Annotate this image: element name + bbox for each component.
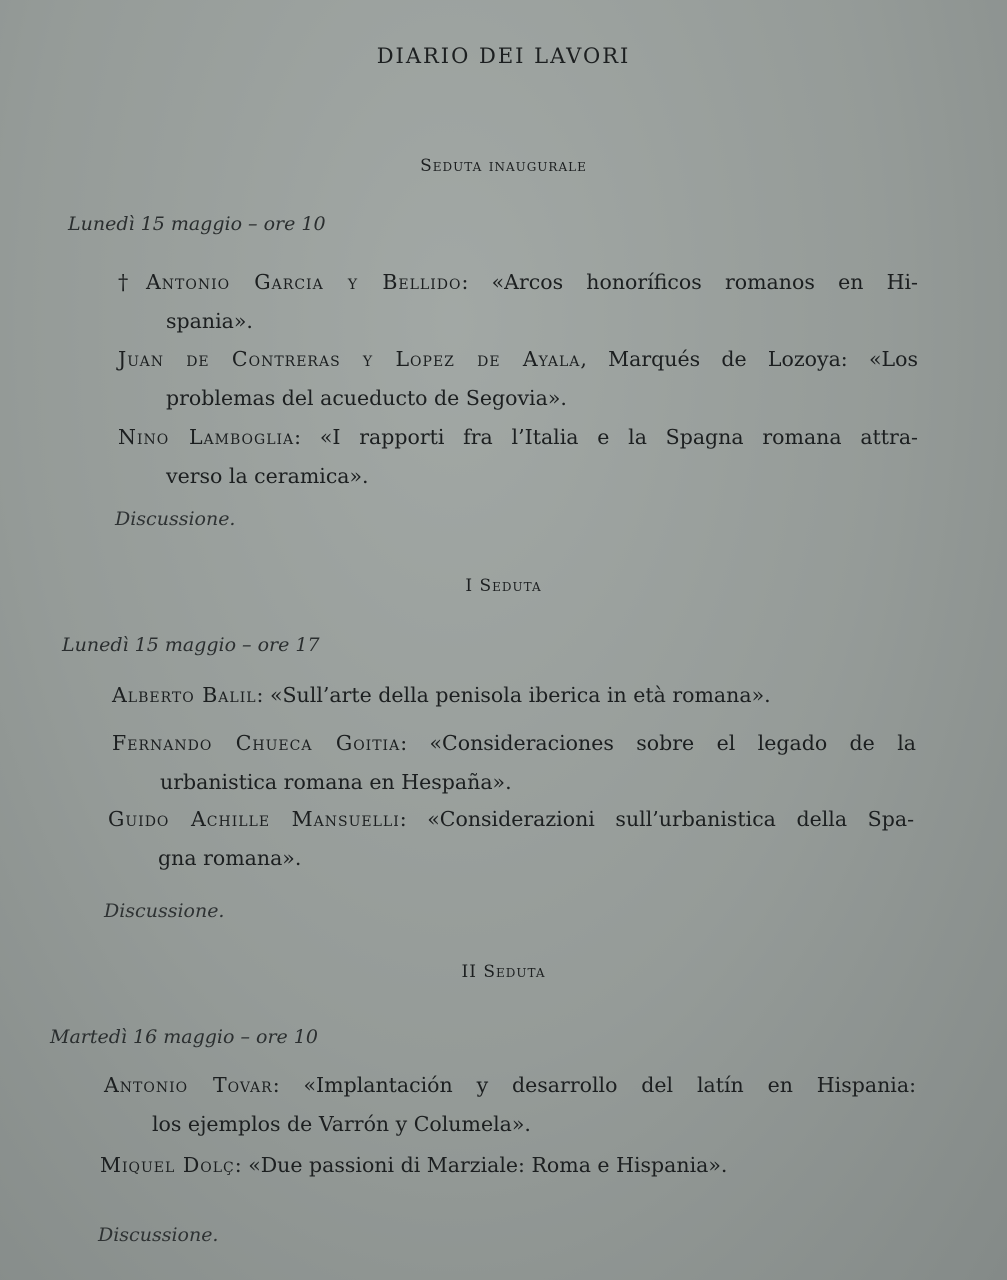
- entry-author: †Antonio Garcia y Bellido: [118, 270, 462, 294]
- entry-author: Guido Achille Mansuelli: [108, 807, 400, 831]
- entry-text: : «Due passioni di Marziale: Roma e Hispania».: [234, 1153, 728, 1177]
- entry-author: Fernando Chueca Goitia: [112, 731, 401, 755]
- entry-text-cont: spania».: [166, 309, 253, 333]
- entry-text: : «I rapporti fra l’Italia e la Spagna romana attra-: [294, 425, 918, 449]
- session-date: Martedì 16 maggio – ore 10: [50, 1026, 318, 1048]
- entry-author: Juan de Contreras y Lopez de Ayala: [118, 347, 581, 371]
- entry: [118, 340, 918, 418]
- entry-author: Nino Lamboglia: [118, 425, 295, 449]
- entry: [108, 800, 914, 878]
- entry-text-cont: urbanistica romana en Hespaña».: [160, 770, 512, 794]
- entry-text: , Marqués de Lozoya: «Los: [580, 347, 918, 371]
- page-title: DIARIO DEI LAVORI: [376, 44, 631, 68]
- entry-author: Alberto Balil: [112, 683, 257, 707]
- entry-text-cont: verso la ceramica».: [166, 464, 369, 488]
- session-date: Lunedì 15 maggio – ore 17: [62, 634, 320, 656]
- entry-text-cont: los ejemplos de Varrón y Columela».: [152, 1112, 531, 1136]
- entry-text: : «Arcos honoríficos romanos en Hi-: [461, 270, 918, 294]
- entry: [112, 676, 912, 715]
- discussion-label: Discussione.: [98, 1224, 219, 1246]
- entry: [118, 263, 918, 341]
- session-date: Lunedì 15 maggio – ore 10: [68, 213, 326, 235]
- discussion-label: Discussione.: [104, 900, 225, 922]
- entry: [118, 418, 918, 496]
- session-title: II Seduta: [461, 962, 546, 982]
- entry-text: : «Implantación y desarrollo del latín en Hispania:: [272, 1073, 916, 1097]
- entry: [112, 724, 916, 802]
- session-title: I Seduta: [465, 576, 542, 596]
- entry-text: : «Considerazioni sull’urbanistica della Spa-: [399, 807, 914, 831]
- entry-text: : «Sull’arte della penisola iberica in età romana».: [256, 683, 771, 707]
- session-title: Seduta inaugurale: [420, 156, 587, 176]
- entry: [100, 1146, 912, 1185]
- entry-text-cont: gna romana».: [158, 846, 302, 870]
- entry-text: : «Consideraciones sobre el legado de la: [400, 731, 916, 755]
- discussion-label: Discussione.: [115, 508, 236, 530]
- entry-text-cont: problemas del acueducto de Segovia».: [166, 386, 567, 410]
- entry-author: Antonio Tovar: [104, 1073, 273, 1097]
- entry: [104, 1066, 916, 1144]
- entry-author: Miquel Dolç: [100, 1153, 235, 1177]
